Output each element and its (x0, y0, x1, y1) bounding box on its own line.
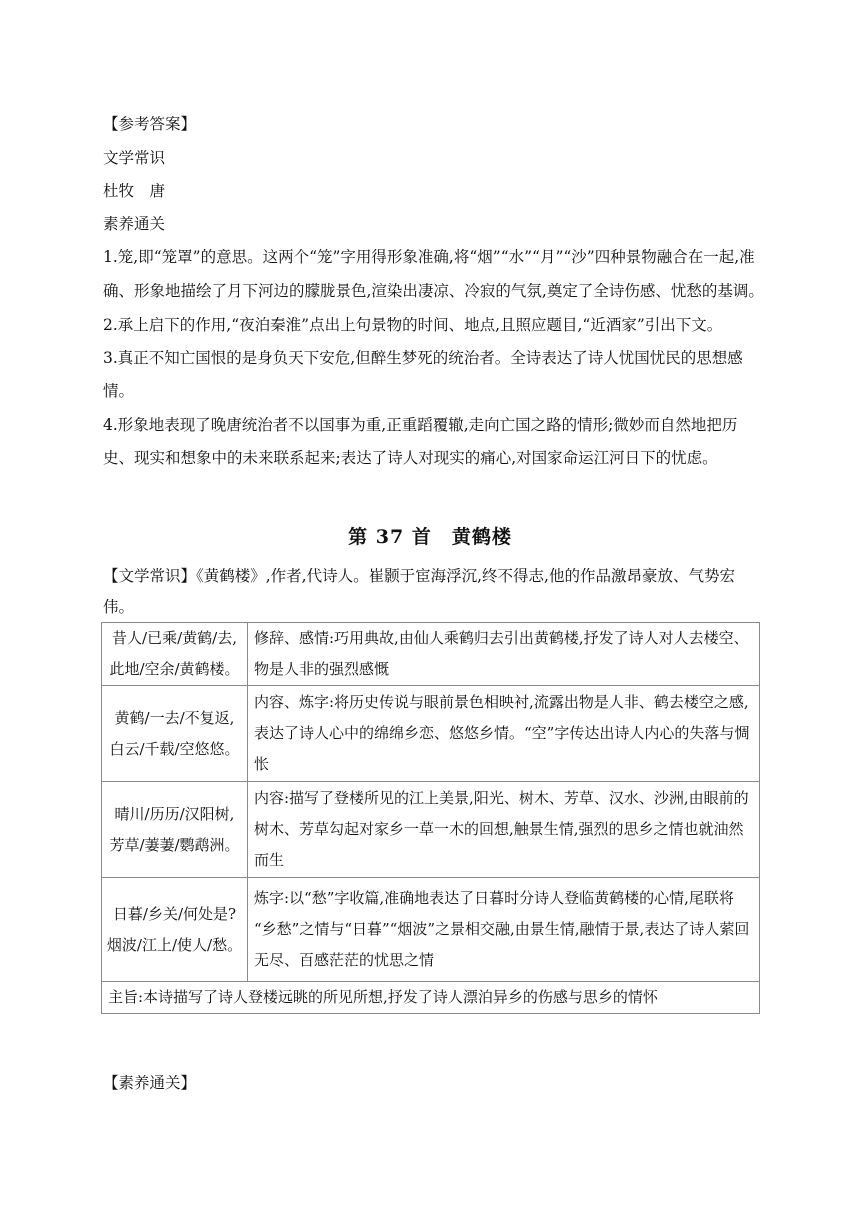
answer-item-2: 2.承上启下的作用,“夜泊秦淮”点出上句景物的时间、地点,且照应题目,“近酒家”引出下文。 (103, 316, 723, 334)
poem-intro-line-1: 【文学常识】《黄鹤楼》,作者,代诗人。崔颢于宦海浮沉,终不得志,他的作品激昂豪放、气势宏 (103, 567, 735, 585)
verse-line: 昔人/已乘/黄鹤/去, (112, 629, 237, 647)
literary-knowledge-label: 文学常识 (103, 149, 166, 167)
analysis-line: 内容、炼字:将历史传说与眼前景色相映衬,流露出物是人非、鹤去楼空之感, (254, 693, 749, 711)
verse-line: 烟波/江上/使人/愁。 (106, 935, 243, 954)
verse-line: 晴川/历历/汉阳树, (114, 804, 235, 823)
analysis-line: 而生 (254, 851, 285, 869)
verse-line: 芳草/萋萋/鹦鹉洲。 (109, 835, 240, 854)
verse-cell (102, 782, 248, 878)
answer-item-3-line-2: 情。 (103, 382, 135, 400)
poem-intro-line-2: 伟。 (103, 598, 135, 616)
table-row (102, 623, 760, 686)
analysis-line: 怅 (254, 755, 270, 773)
author-line: 杜牧 唐 (103, 182, 166, 200)
table-row (102, 782, 760, 878)
answer-item-4-line-1: 4.形象地表现了晚唐统治者不以国事为重,正重蹈覆辙,走向亡国之路的情形;微妙而自然地把历 (103, 416, 738, 434)
verse-line: 此地/空余/黄鹤楼。 (109, 660, 240, 678)
poem-title: 第 37 首 黄鹤楼 (348, 526, 512, 548)
answer-item-4-line-2: 史、现实和想象中的未来联系起来;表达了诗人对现实的痛心,对国家命运江河日下的忧虑。 (103, 449, 718, 467)
theme-cell: 主旨:本诗描写了诗人登楼远眺的所见所想,抒发了诗人漂泊异乡的伤感与思乡的情怀 (102, 982, 760, 1014)
analysis-line: 修辞、感情:巧用典故,由仙人乘鹤归去引出黄鹤楼,抒发了诗人对人去楼空、 (254, 629, 749, 647)
table-row (102, 686, 760, 782)
literacy-label: 素养通关 (103, 215, 166, 233)
analysis-line: 树木、芳草勾起对家乡一草一木的回想,触景生情,强烈的思乡之情也就油然 (254, 820, 744, 838)
table-row-theme (102, 982, 760, 1014)
verse-line: 黄鹤/一去/不复返, (114, 708, 235, 727)
verse-line: 白云/千载/空悠悠。 (109, 739, 240, 758)
analysis-line: 表达了诗人心中的绵绵乡恋、悠悠乡情。“空”字传达出诗人内心的失落与惆 (254, 724, 750, 742)
verse-line: 日暮/乡关/何处是? (112, 904, 237, 923)
analysis-cell (248, 623, 760, 686)
analysis-cell (248, 686, 760, 782)
analysis-line: 无尽、百感茫茫的忧思之情 (254, 951, 435, 969)
analysis-line: 炼字:以“愁”字收篇,准确地表达了日暮时分诗人登临黄鹤楼的心情,尾联将 (254, 889, 734, 907)
table-row (102, 878, 760, 982)
answer-item-1-line-1: 1.笼,即“笼罩”的意思。这两个“笼”字用得形象准确,将“烟”“水”“月”“沙”四种景物融合在一起,准 (103, 248, 755, 266)
analysis-cell (248, 878, 760, 982)
verse-cell (102, 686, 248, 782)
verse-cell (102, 878, 248, 982)
poem-analysis-table (101, 622, 760, 1014)
verse-cell (102, 623, 248, 686)
analysis-line: “乡愁”之情与“日暮”“烟波”之景相交融,由景生情,融情于景,表达了诗人萦回 (254, 920, 750, 938)
answer-heading: 【参考答案】 (103, 115, 197, 133)
analysis-line: 内容:描写了登楼所见的江上美景,阳光、树木、芳草、汉水、沙洲,由眼前的 (254, 789, 749, 807)
literacy-heading: 【素养通关】 (103, 1074, 197, 1092)
analysis-cell (248, 782, 760, 878)
answer-item-3-line-1: 3.真正不知亡国恨的是身负天下安危,但醉生梦死的统治者。全诗表达了诗人忧国忧民的思想感 (103, 349, 743, 367)
analysis-line: 物是人非的强烈感慨 (254, 660, 390, 678)
answer-item-1-line-2: 确、形象地描绘了月下河边的朦胧景色,渲染出凄凉、冷寂的气氛,奠定了全诗伤感、忧愁的基调。 (103, 282, 764, 300)
